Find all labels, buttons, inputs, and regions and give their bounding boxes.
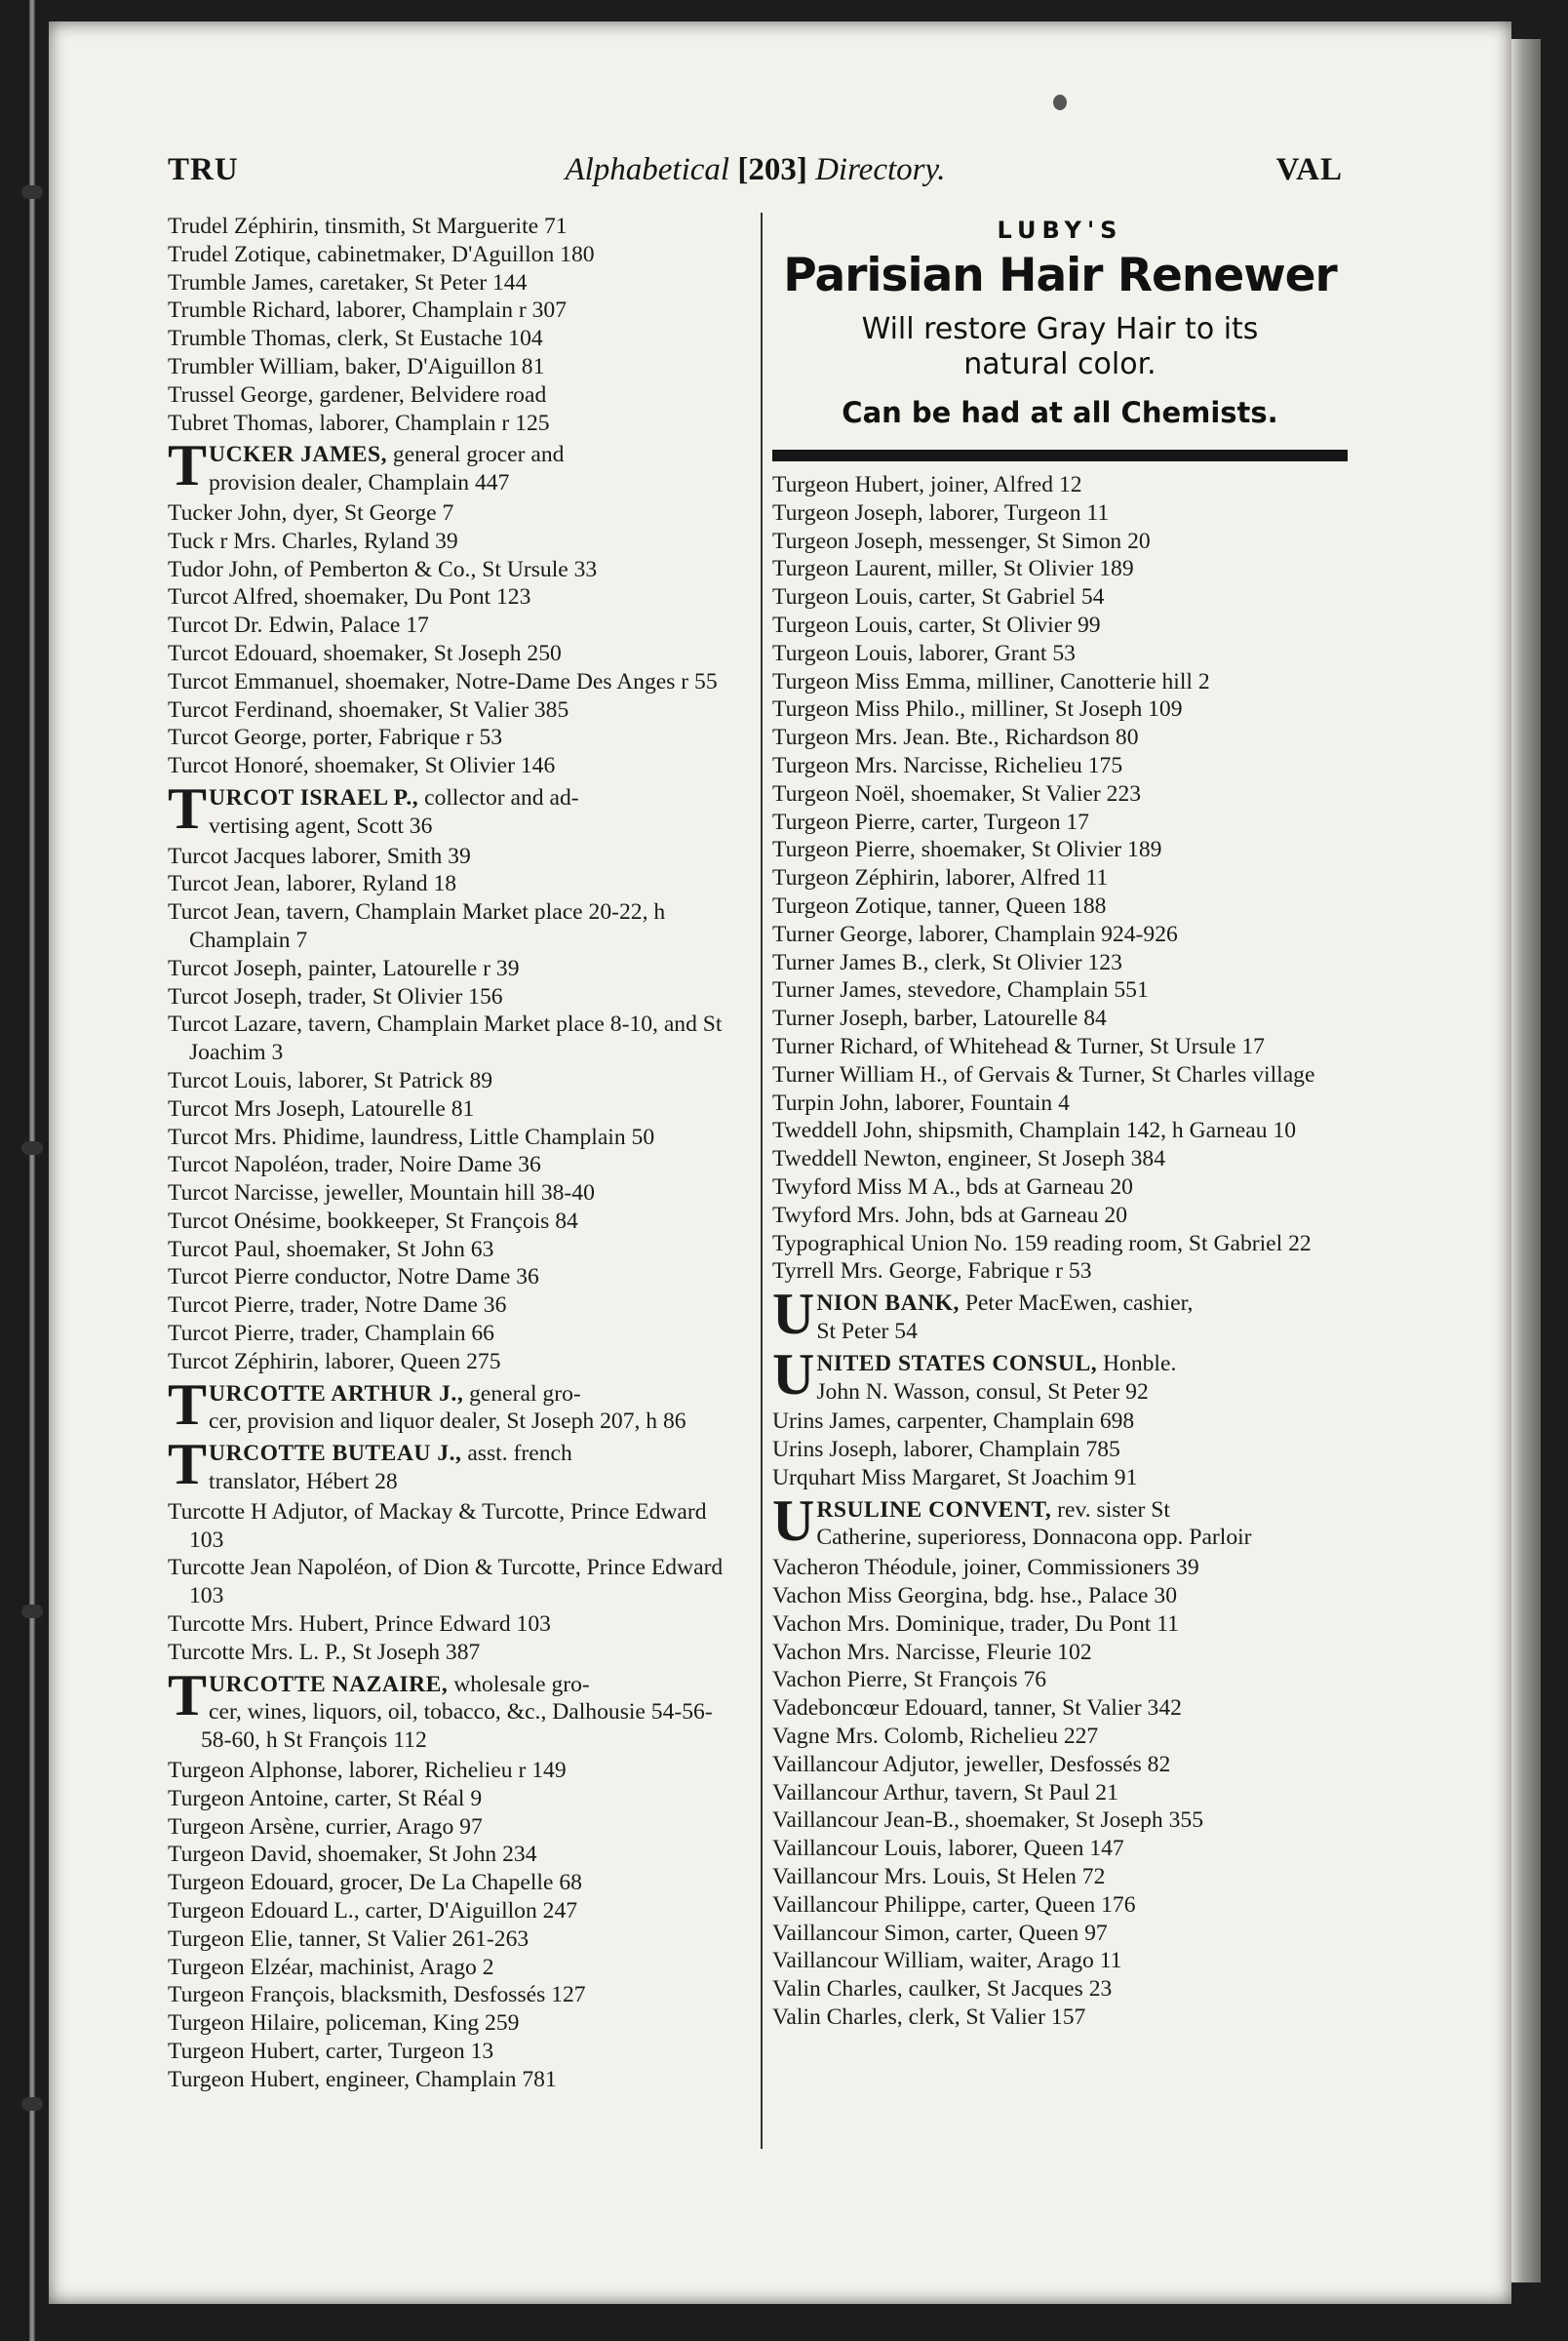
directory-entry: Turcotte H Adjutor, of Mackay & Turcotte, Prince Edward 103 [168,1498,707,1553]
directory-entry: Turcot Jean, tavern, Champlain Market place 20-22, h Champlain 7 [168,899,666,953]
directory-entry: Turgeon Elzéar, machinist, Arago 2 [168,1954,494,1980]
listing-detail: general grocer and [387,442,565,468]
directory-entry: Turner Joseph, barber, Latourelle 84 [772,1006,1107,1032]
directory-entry: Trumbler William, baker, D'Aiguillon 81 [168,353,545,379]
listing-detail: wholesale gro- [448,1671,590,1697]
directory-entry: Trumble Richard, laborer, Champlain r 307 [168,298,568,324]
directory-entry: Turcot Alfred, shoemaker, Du Pont 123 [168,584,531,611]
left-column [168,213,743,2094]
featured-listing [168,1662,743,1755]
directory-entry: Turcot Narcisse, jeweller, Mountain hill 38-40 [168,1180,595,1207]
directory-entry: Turcot Onésime, bookkeeper, St François 84 [168,1208,578,1234]
directory-entry: Trussel George, gardener, Belvidere road [168,381,547,408]
directory-entry: Urquhart Miss Margaret, St Joachim 91 [772,1464,1138,1490]
directory-entry: Urins Joseph, laborer, Champlain 785 [772,1437,1120,1463]
listing-name: NION BANK, [816,1290,960,1317]
directory-entry: Vachon Pierre, St François 76 [772,1667,1047,1693]
directory-entry: Tubret Thomas, laborer, Champlain r 125 [168,410,550,436]
directory-entry: Turgeon Laurent, miller, St Olivier 189 [772,556,1134,582]
header-range-end: VAL [1275,152,1343,187]
directory-entry: Tyrrell Mrs. George, Fabrique r 53 [772,1258,1092,1285]
directory-entry: Trumble James, caretaker, St Peter 144 [168,269,528,296]
ad-availability: Can be had at all Chemists. [842,396,1278,429]
ad-product: Parisian Hair Renewer [783,249,1337,302]
directory-entry: Vadeboncœur Edouard, tanner, St Valier 342 [772,1695,1182,1722]
binding-thread [29,0,35,2341]
drop-cap: U [772,1341,815,1407]
listing-name: RSULINE CONVENT, [816,1496,1052,1523]
listing-detail-continued: John N. Wasson, consul, St Peter 92 [816,1378,1149,1405]
listing-detail-continued: translator, Hébert 28 [209,1469,398,1495]
directory-entry: Turgeon Hubert, joiner, Alfred 12 [772,472,1082,497]
directory-entry: Vaillancour Louis, laborer, Queen 147 [772,1836,1124,1862]
directory-entry: Twyford Miss M A., bds at Garneau 20 [772,1173,1133,1200]
advertisement [772,213,1348,461]
listing-detail: rev. sister St [1051,1496,1170,1523]
directory-entry: Turner James B., clerk, St Olivier 123 [772,949,1122,975]
directory-entry: Vaillancour Philippe, carter, Queen 176 [772,1891,1136,1918]
directory-entry: Turcot Lazare, tavern, Champlain Market place 8-10, and St Joachim 3 [168,1012,723,1066]
binding-stitch [21,1605,43,1618]
featured-listing [772,1488,1348,1553]
ink-spot [1053,95,1067,110]
directory-entry: Vaillancour Arthur, tavern, St Paul 21 [772,1779,1118,1805]
directory-entry: Turgeon Zotique, tanner, Queen 188 [772,893,1107,919]
directory-entry: Tudor John, of Pemberton & Co., St Ursule 33 [168,556,598,582]
directory-entry: Turgeon Pierre, carter, Turgeon 17 [772,809,1089,835]
directory-entry: Twyford Mrs. John, bds at Garneau 20 [772,1202,1127,1228]
directory-entry: Valin Charles, caulker, St Jacques 23 [772,1976,1113,2003]
directory-entry: Turgeon Mrs. Jean. Bte., Richardson 80 [772,725,1139,751]
header-title-b: Directory. [815,152,946,187]
featured-listing [168,1432,743,1497]
binding-stitch [21,185,43,199]
directory-entry: Turcot Louis, laborer, St Patrick 89 [168,1067,493,1093]
drop-cap: T [168,1662,208,1727]
featured-listing [772,1282,1348,1347]
directory-entry: Turcot Napoléon, trader, Noire Dame 36 [168,1152,541,1178]
ad-pitch-line-2: natural color. [963,347,1156,381]
directory-entry: Turpin John, laborer, Fountain 4 [772,1090,1070,1116]
listing-detail-continued: cer, provision and liquor dealer, St Joseph 207, h 86 [209,1409,686,1435]
directory-entry: Turgeon Edouard, grocer, De La Chapelle 68 [168,1870,582,1896]
directory-entry: Turcot Zéphirin, laborer, Queen 275 [168,1348,501,1374]
listing-name: URCOTTE ARTHUR J., [209,1380,464,1407]
directory-entry: Turgeon Noël, shoemaker, St Valier 223 [772,780,1142,807]
drop-cap: U [772,1488,815,1553]
listing-name: URCOT ISRAEL P., [209,784,419,811]
listing-detail-continued: vertising agent, Scott 36 [209,813,433,839]
directory-entry: Turgeon Louis, laborer, Grant 53 [772,640,1076,666]
directory-entry: Turner William H., of Gervais & Turner, St Charles village [772,1061,1315,1088]
directory-entry: Tucker John, dyer, St George 7 [168,499,454,526]
directory-entry: Turcot Jean, laborer, Ryland 18 [168,871,457,897]
drop-cap: T [168,1371,208,1437]
listing-name: NITED STATES CONSUL, [816,1350,1098,1376]
directory-entry: Turner Richard, of Whitehead & Turner, St Ursule 17 [772,1033,1265,1059]
directory-entry: Turcot Edouard, shoemaker, St Joseph 250 [168,640,562,666]
listing-detail: collector and ad- [418,784,579,811]
right-column [772,471,1348,2032]
directory-entry: Turgeon Louis, carter, St Olivier 99 [772,612,1101,638]
binding-stitch [21,1141,43,1155]
directory-entry: Valin Charles, clerk, St Valier 157 [772,2004,1086,2031]
directory-entry: Turcot Pierre conductor, Notre Dame 36 [168,1264,539,1290]
directory-entry: Turgeon Antoine, carter, St Réal 9 [168,1785,483,1811]
directory-entry: Turcotte Mrs. L. P., St Joseph 387 [168,1639,481,1665]
listing-detail-continued: St Peter 54 [816,1318,918,1344]
listing-name: URCOTTE BUTEAU J., [209,1441,462,1467]
directory-entry: Turgeon Pierre, shoemaker, St Olivier 189 [772,837,1162,863]
directory-entry: Turgeon Arsène, currier, Arago 97 [168,1813,483,1840]
page-header [168,152,1343,197]
directory-entry: Urins James, carpenter, Champlain 698 [772,1409,1135,1435]
directory-entry: Turgeon Louis, carter, St Gabriel 54 [772,584,1105,611]
directory-entry: Vachon Mrs. Dominique, trader, Du Pont 11 [772,1610,1179,1637]
directory-entry: Vaillancour Simon, carter, Queen 97 [772,1920,1108,1946]
listing-detail-continued: provision dealer, Champlain 447 [209,470,510,496]
directory-entry: Turgeon Miss Philo., milliner, St Joseph 109 [772,696,1183,723]
listing-detail: Honble. [1097,1350,1177,1376]
directory-entry: Vachon Mrs. Narcisse, Fleurie 102 [772,1639,1092,1665]
directory-entry: Turcotte Mrs. Hubert, Prince Edward 103 [168,1611,551,1638]
directory-entry: Tweddell Newton, engineer, St Joseph 384 [772,1146,1166,1172]
directory-entry: Turner George, laborer, Champlain 924-926 [772,921,1178,947]
directory-entry: Turgeon Hubert, engineer, Champlain 781 [168,2066,557,2092]
drop-cap: U [772,1282,815,1347]
header-title-a: Alphabetical [565,152,730,187]
directory-entry: Turgeon Hilaire, policeman, King 259 [168,2010,520,2037]
directory-entry: Turgeon David, shoemaker, St John 234 [168,1842,537,1868]
listing-detail: general gro- [463,1380,581,1407]
directory-entry: Turcot Paul, shoemaker, St John 63 [168,1236,494,1262]
listing-detail-continued: cer, wines, liquors, oil, tobacco, &c., Dalhousie 54-56-58-60, h St François 112 [201,1699,713,1754]
directory-entry: Typographical Union No. 159 reading room, St Gabriel 22 [772,1230,1312,1256]
listing-name: URCOTTE NAZAIRE, [209,1671,449,1697]
directory-entry: Vaillancour William, waiter, Arago 11 [772,1948,1122,1974]
directory-entry: Turcot George, porter, Fabrique r 53 [168,725,503,751]
directory-entry: Turcot Jacques laborer, Smith 39 [168,843,471,869]
directory-entry: Turgeon Zéphirin, laborer, Alfred 11 [772,865,1109,892]
directory-entry: Turcot Pierre, trader, Champlain 66 [168,1321,494,1347]
featured-listing [168,775,743,841]
binding-stitch [21,2097,43,2111]
listing-detail: Peter MacEwen, cashier, [959,1290,1194,1317]
listing-detail-continued: Catherine, superioress, Donnacona opp. Parloir [816,1525,1252,1551]
directory-entry: Turgeon Alphonse, laborer, Richelieu r 149 [168,1758,567,1784]
listing-detail: asst. french [461,1441,572,1467]
column-divider [761,213,763,2149]
directory-entry: Trudel Zotique, cabinetmaker, D'Aguillon 180 [168,241,595,267]
directory-entry: Turcot Mrs Joseph, Latourelle 81 [168,1095,475,1122]
ad-rule [772,450,1348,461]
directory-entry: Tuck r Mrs. Charles, Ryland 39 [168,528,458,554]
directory-entry: Vaillancour Adjutor, jeweller, Desfossés 82 [772,1751,1171,1777]
directory-entry: Vaillancour Mrs. Louis, St Helen 72 [772,1864,1106,1890]
directory-entry: Turgeon Mrs. Narcisse, Richelieu 175 [772,752,1123,778]
directory-entry: Turgeon Joseph, messenger, St Simon 20 [772,528,1151,554]
page-edge [1511,39,1541,2282]
featured-listing [168,1371,743,1437]
drop-cap: T [168,775,208,841]
directory-entry: Vaillancour Jean-B., shoemaker, St Joseph 355 [772,1807,1204,1834]
header-title [168,152,1343,188]
directory-entry: Turgeon Elie, tanner, St Valier 261-263 [168,1925,529,1952]
page-number: [203] [737,152,807,187]
directory-entry: Turcot Dr. Edwin, Palace 17 [168,613,429,639]
drop-cap: T [168,1432,208,1497]
header-range-start: TRU [168,152,239,187]
listing-name: UCKER JAMES, [209,442,387,468]
directory-entry: Turgeon Hubert, carter, Turgeon 13 [168,2039,494,2064]
directory-entry: Vachon Miss Georgina, bdg. hse., Palace 30 [772,1583,1177,1609]
directory-entry: Turgeon Miss Emma, milliner, Canotterie hill 2 [772,668,1210,694]
ad-brand: LUBY'S [997,217,1123,244]
directory-entry: Turgeon François, blacksmith, Desfossés 127 [168,1982,586,2008]
directory-entry: Vacheron Théodule, joiner, Commissioners 39 [772,1555,1199,1581]
featured-listing [168,433,743,498]
directory-entry: Turgeon Joseph, laborer, Turgeon 11 [772,499,1110,526]
directory-entry: Trudel Zéphirin, tinsmith, St Marguerite 71 [168,214,568,239]
directory-entry: Turcot Joseph, painter, Latourelle r 39 [168,955,520,981]
directory-entry: Turcot Honoré, shoemaker, St Olivier 146 [168,753,556,779]
directory-entry: Vagne Mrs. Colomb, Richelieu 227 [772,1724,1099,1750]
directory-entry: Turgeon Edouard L., carter, D'Aiguillon 247 [168,1898,578,1924]
directory-entry: Turcotte Jean Napoléon, of Dion & Turcotte, Prince Edward 103 [168,1555,724,1609]
directory-entry: Turcot Pierre, trader, Notre Dame 36 [168,1292,507,1319]
directory-entry: Turcot Emmanuel, shoemaker, Notre-Dame Des Anges r 55 [168,668,718,694]
drop-cap: T [168,433,208,498]
directory-entry: Turcot Ferdinand, shoemaker, St Valier 385 [168,696,569,723]
directory-entry: Tweddell John, shipsmith, Champlain 142, h Garneau 10 [772,1118,1296,1144]
ad-pitch-line-1: Will restore Gray Hair to its [861,312,1259,346]
directory-entry: Turcot Joseph, trader, St Olivier 156 [168,983,503,1010]
featured-listing [772,1341,1348,1407]
directory-entry: Trumble Thomas, clerk, St Eustache 104 [168,326,543,352]
directory-entry: Turcot Mrs. Phidime, laundress, Little Champlain 50 [168,1124,655,1150]
directory-entry: Turner James, stevedore, Champlain 551 [772,977,1149,1004]
